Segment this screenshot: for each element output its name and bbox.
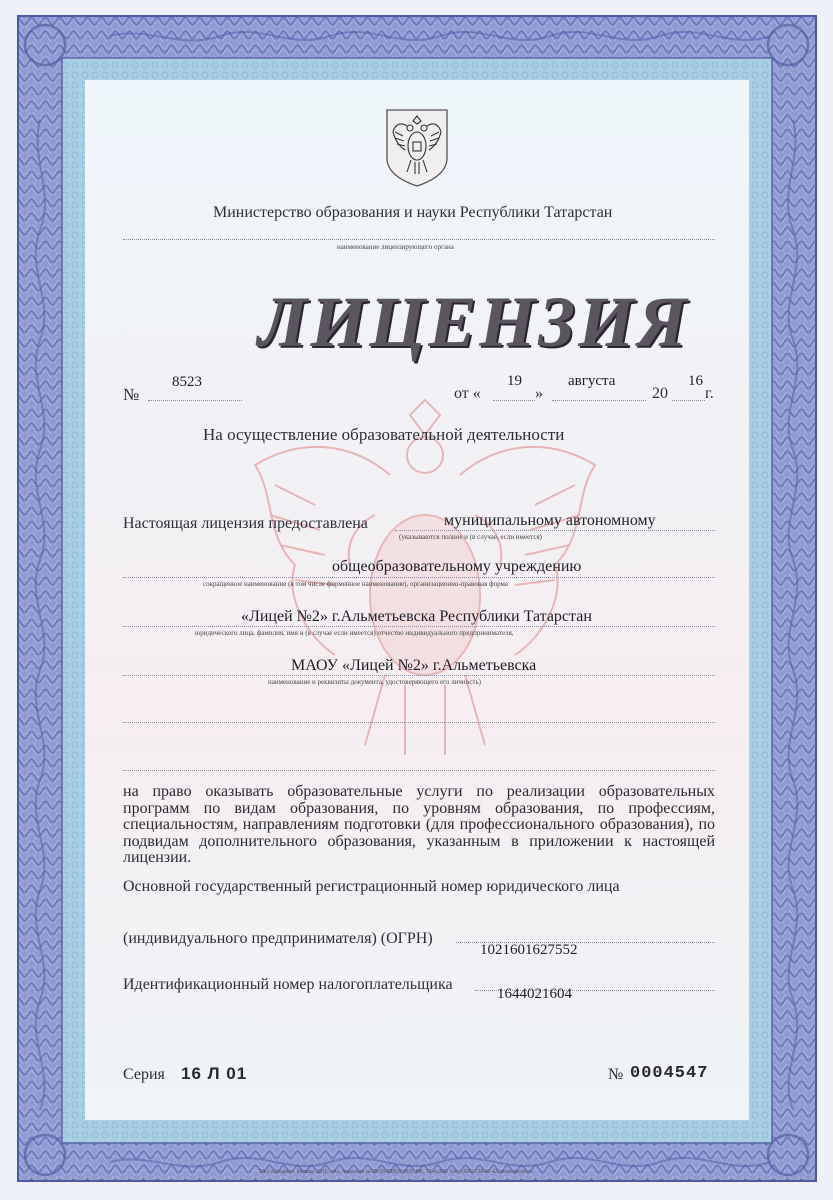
coat-of-arms-icon [383, 106, 451, 188]
blank-number-label: № [608, 1066, 624, 1083]
caption-1: (указываются полное и (в случае, если имеется) [399, 533, 543, 541]
caption-2: сокращенное наименование (в том числе фирменное наименование), организационно-правовая форма [203, 580, 508, 588]
granted-line-2: общеобразовательному учреждению [332, 558, 582, 575]
series-value: 16 Л 01 [181, 1064, 248, 1083]
blank-number-value: 0004547 [630, 1064, 709, 1083]
date-from-label: от « [454, 385, 481, 402]
inn-value: 1644021604 [497, 986, 572, 1002]
document-title: ЛИЦЕНЗИЯ [258, 282, 690, 362]
date-day: 19 [507, 373, 522, 389]
granted-underline-2 [123, 577, 715, 578]
license-number: 8523 [172, 374, 202, 390]
ministry-caption: наименование лицензирующего органа [337, 243, 454, 251]
date-year: 16 [688, 373, 703, 389]
number-underline [148, 400, 242, 401]
granted-line-4: МАОУ «Лицей №2» г.Альметьевска [291, 657, 537, 674]
caption-3: юридического лица, фамилия, имя и (в случае если имеется) отчество индивидуального предпринимателя, [195, 629, 514, 637]
ministry-underline [123, 239, 715, 240]
granted-underline-4 [123, 675, 715, 676]
year-underline [672, 400, 705, 401]
ministry-name: Министерство образования и науки Республики Татарстан [213, 204, 613, 221]
ogrn-label-1: Основной государственный регистрационный номер юридического лица [123, 878, 620, 895]
license-purpose: На осуществление образовательной деятельности [203, 425, 565, 444]
printer-footer: ЗАО «Опцион», Москва, 2015, «А», лицензия № 05-05-09/003 ФНС РФ, ТЗ №399. Тел.: (495) 726-47-42, www.opcion.ru [259, 1169, 533, 1175]
date-close-quote: » [535, 385, 543, 402]
series-label: Серия [123, 1066, 165, 1083]
blank-line-1 [123, 722, 715, 723]
caption-4: наименование и реквизиты документа, удостоверяющего его личность) [268, 678, 481, 686]
date-year-unit: г. [705, 385, 714, 402]
granted-label: Настоящая лицензия предоставлена [123, 515, 368, 532]
ogrn-value: 1021601627552 [480, 942, 578, 958]
date-month: августа [568, 373, 616, 389]
date-year-prefix: 20 [652, 385, 668, 402]
granted-underline-1 [395, 530, 715, 531]
granted-underline-3 [123, 626, 715, 627]
granted-line-1: муниципальному автономному [444, 512, 656, 529]
granted-line-3: «Лицей №2» г.Альметьевска Республики Татарстан [241, 608, 592, 625]
month-underline [552, 400, 646, 401]
number-label: № [123, 385, 140, 404]
day-underline [493, 400, 535, 401]
rights-paragraph: на право оказывать образовательные услуги по реализации образовательных программ по видам образования, по уровням образования, по профессиям, специальностям, направлениям подготовки (для профессионального образования), по подвидам дополнительного образования, указанным в приложении к настоящей лицензии. [123, 783, 715, 866]
ogrn-label-2: (индивидуального предпринимателя) (ОГРН) [123, 930, 433, 947]
blank-line-2 [123, 770, 715, 771]
inn-label: Идентификационный номер налогоплательщика [123, 976, 453, 993]
